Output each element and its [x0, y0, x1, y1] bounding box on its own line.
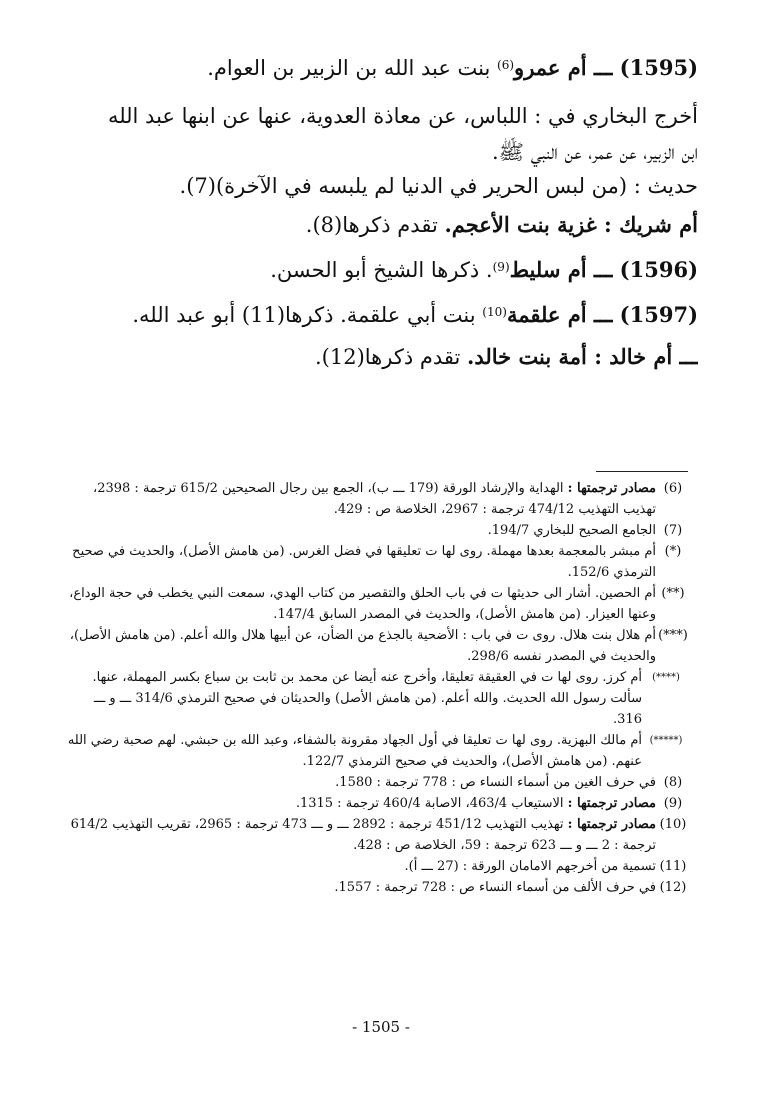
paragraph-line: [64, 101, 698, 131]
entry-text: تقدم ذكرها(12).: [314, 345, 468, 369]
footnote-body: [64, 814, 656, 856]
footnote-text: الاستيعاب 463/4، الاصابة 460/4 ترجمة : 1315.: [295, 796, 568, 811]
footnote-9: [64, 793, 690, 814]
footnote-ref: (6): [497, 58, 515, 72]
footnote-number: (8): [663, 775, 683, 790]
main-text: [64, 50, 698, 372]
footnotes: [64, 478, 690, 898]
footnote-label: مصادر ترجمتها :: [567, 817, 656, 832]
footnote-number: (9): [663, 796, 683, 811]
footnote-text: تسمية من أخرجهم الامامان الورقة : (27 ـــ أ).: [404, 859, 656, 874]
footnote-text: أم كرز. روى لها ت في العقيقة تعليقا، وأخرج عنه أيضا عن محمد بن ثابت بن سباع بكسر المهملة، عنها. سألت رسول الله الحديث. والله أعلم. (من هامش الأصل) والحديثان في صحيح الترمذي 314/6 ـــ و ـــ 316.: [92, 670, 642, 727]
entry-number: (1597) ـــ: [586, 302, 698, 327]
page-number: - 1505 -: [352, 1018, 410, 1036]
footnote-body: [64, 793, 656, 814]
footnote-divider: [596, 471, 688, 472]
footnote-text: أم الحصين. أشار الى حديثها ت في باب الحلق والتقصير من كتاب الهدي، سمعت النبي يخطب في حجة الوداع، وعنها العيزار. (من هامش الأصل)، والحديث في المصدر السابق 147/4.: [69, 586, 656, 622]
entry-text: بنت أبي علقمة. ذكرها(11) أبو عبد الله.: [132, 303, 483, 327]
entry-1595: [64, 50, 698, 83]
footnote-number: (****): [652, 672, 680, 683]
footnote-body: [64, 478, 656, 520]
footnote-10: [64, 814, 690, 856]
hadith-line: [64, 171, 698, 201]
entry-number: (1595) ـــ: [586, 55, 698, 80]
footnote-7: [64, 520, 690, 541]
entry-name: أم علقمة: [506, 302, 587, 327]
footnote-text: الجامع الصحيح للبخاري 194/7.: [487, 523, 656, 538]
entry-um-sharik: [64, 210, 698, 240]
hadith-text: حديث : (من لبس الحرير في الدنيا لم يلبسه في الآخرة)(7).: [179, 174, 698, 198]
entry-1596: [64, 252, 698, 285]
entry-um-khalid: [64, 342, 698, 372]
footnote-ref: (10): [482, 305, 507, 319]
entry-1597: [64, 297, 698, 330]
footnote-12: [64, 877, 690, 898]
footnote-number: (*): [664, 544, 682, 559]
footnote-number: (6): [663, 481, 683, 496]
footnote-number: (11): [659, 859, 687, 874]
footnote-star-5: [64, 730, 690, 772]
footnote-text: أم هلال بنت هلال. روى ت في باب : الأضحية بالجذع من الضأن، عن أبيها هلال والله أعلم. (من هامش الأصل)، والحديث في المصدر نفسه 298/6.: [69, 628, 656, 664]
entry-text: . ذكرها الشيخ أبو الحسن.: [270, 258, 493, 282]
paragraph-text: ابن الزبير، عن عمر، عن النبي ﷺ.: [492, 140, 698, 164]
entry-dash: ـــ: [672, 344, 698, 369]
footnote-text: أم مالك البهزية. روى لها ت تعليقا في أول الجهاد مقرونة بالشفاء، وعبد الله بن حبشي. لهم صحبة رضي الله عنهم. (من هامش الأصل)، والحديث في صحيح الترمذي 122/7.: [67, 733, 642, 769]
footnote-number: (*****): [649, 735, 683, 746]
footnote-8: [64, 772, 690, 793]
footnote-text: تهذيب التهذيب 451/12 ترجمة : 2892 ـــ و ـــ 473 ترجمة : 2965، تقريب التهذيب 614/2 ترجمة : 2 ـــ و ـــ 623 ترجمة : 59، الخلاصة ص : 428.: [70, 817, 656, 853]
entry-name: أم سليط: [509, 257, 587, 282]
entry-name: أم شريك : غزية بنت الأعجم.: [444, 212, 698, 237]
footnote-number: (10): [659, 817, 687, 832]
footnote-ref: (9): [492, 260, 510, 274]
footnote-star-3: [64, 625, 690, 667]
footnote-number: (12): [659, 880, 687, 895]
entry-number: (1596) ـــ: [586, 257, 698, 282]
footnote-star-4: [64, 667, 690, 730]
footnote-label: مصادر ترجمتها :: [567, 481, 656, 496]
footnote-number: (**): [661, 586, 685, 601]
footnote-star-1: [64, 541, 690, 583]
footnote-text: أم مبشر بالمعجمة بعدها مهملة. روى لها ت تعليقها في فضل الغرس. (من هامش الأصل)، والحديث في صحيح الترمذي 152/6.: [72, 544, 656, 580]
footnote-6: [64, 478, 690, 520]
footnote-text: الهداية والإرشاد الورقة (179 ـــ ب)، الجمع بين رجال الصحيحين 615/2 ترجمة : 2398، تهذيب التهذيب 474/12 ترجمة : 2967، الخلاصة ص : 429.: [93, 481, 656, 517]
footnote-number: (***): [658, 628, 688, 643]
footnote-star-2: [64, 583, 690, 625]
entry-text: تقدم ذكرها(8).: [305, 213, 445, 237]
entry-text: بنت عبد الله بن الزبير بن العوام.: [207, 56, 498, 80]
footnote-text: في حرف الغين من أسماء النساء ص : 778 ترجمة : 1580.: [335, 775, 656, 790]
footnote-label: مصادر ترجمتها :: [567, 796, 656, 811]
entry-name: أم عمرو: [514, 55, 587, 80]
footnote-11: [64, 856, 690, 877]
footnote-text: في حرف الألف من أسماء النساء ص : 728 ترجمة : 1557.: [334, 880, 656, 895]
footnote-number: (7): [663, 523, 683, 538]
entry-name: أم خالد : أمة بنت خالد.: [467, 344, 673, 369]
paragraph-line: [64, 137, 698, 167]
paragraph-text: أخرج البخاري في : اللباس، عن معاذة العدوية، عنها عن ابنها عبد الله: [107, 104, 698, 128]
